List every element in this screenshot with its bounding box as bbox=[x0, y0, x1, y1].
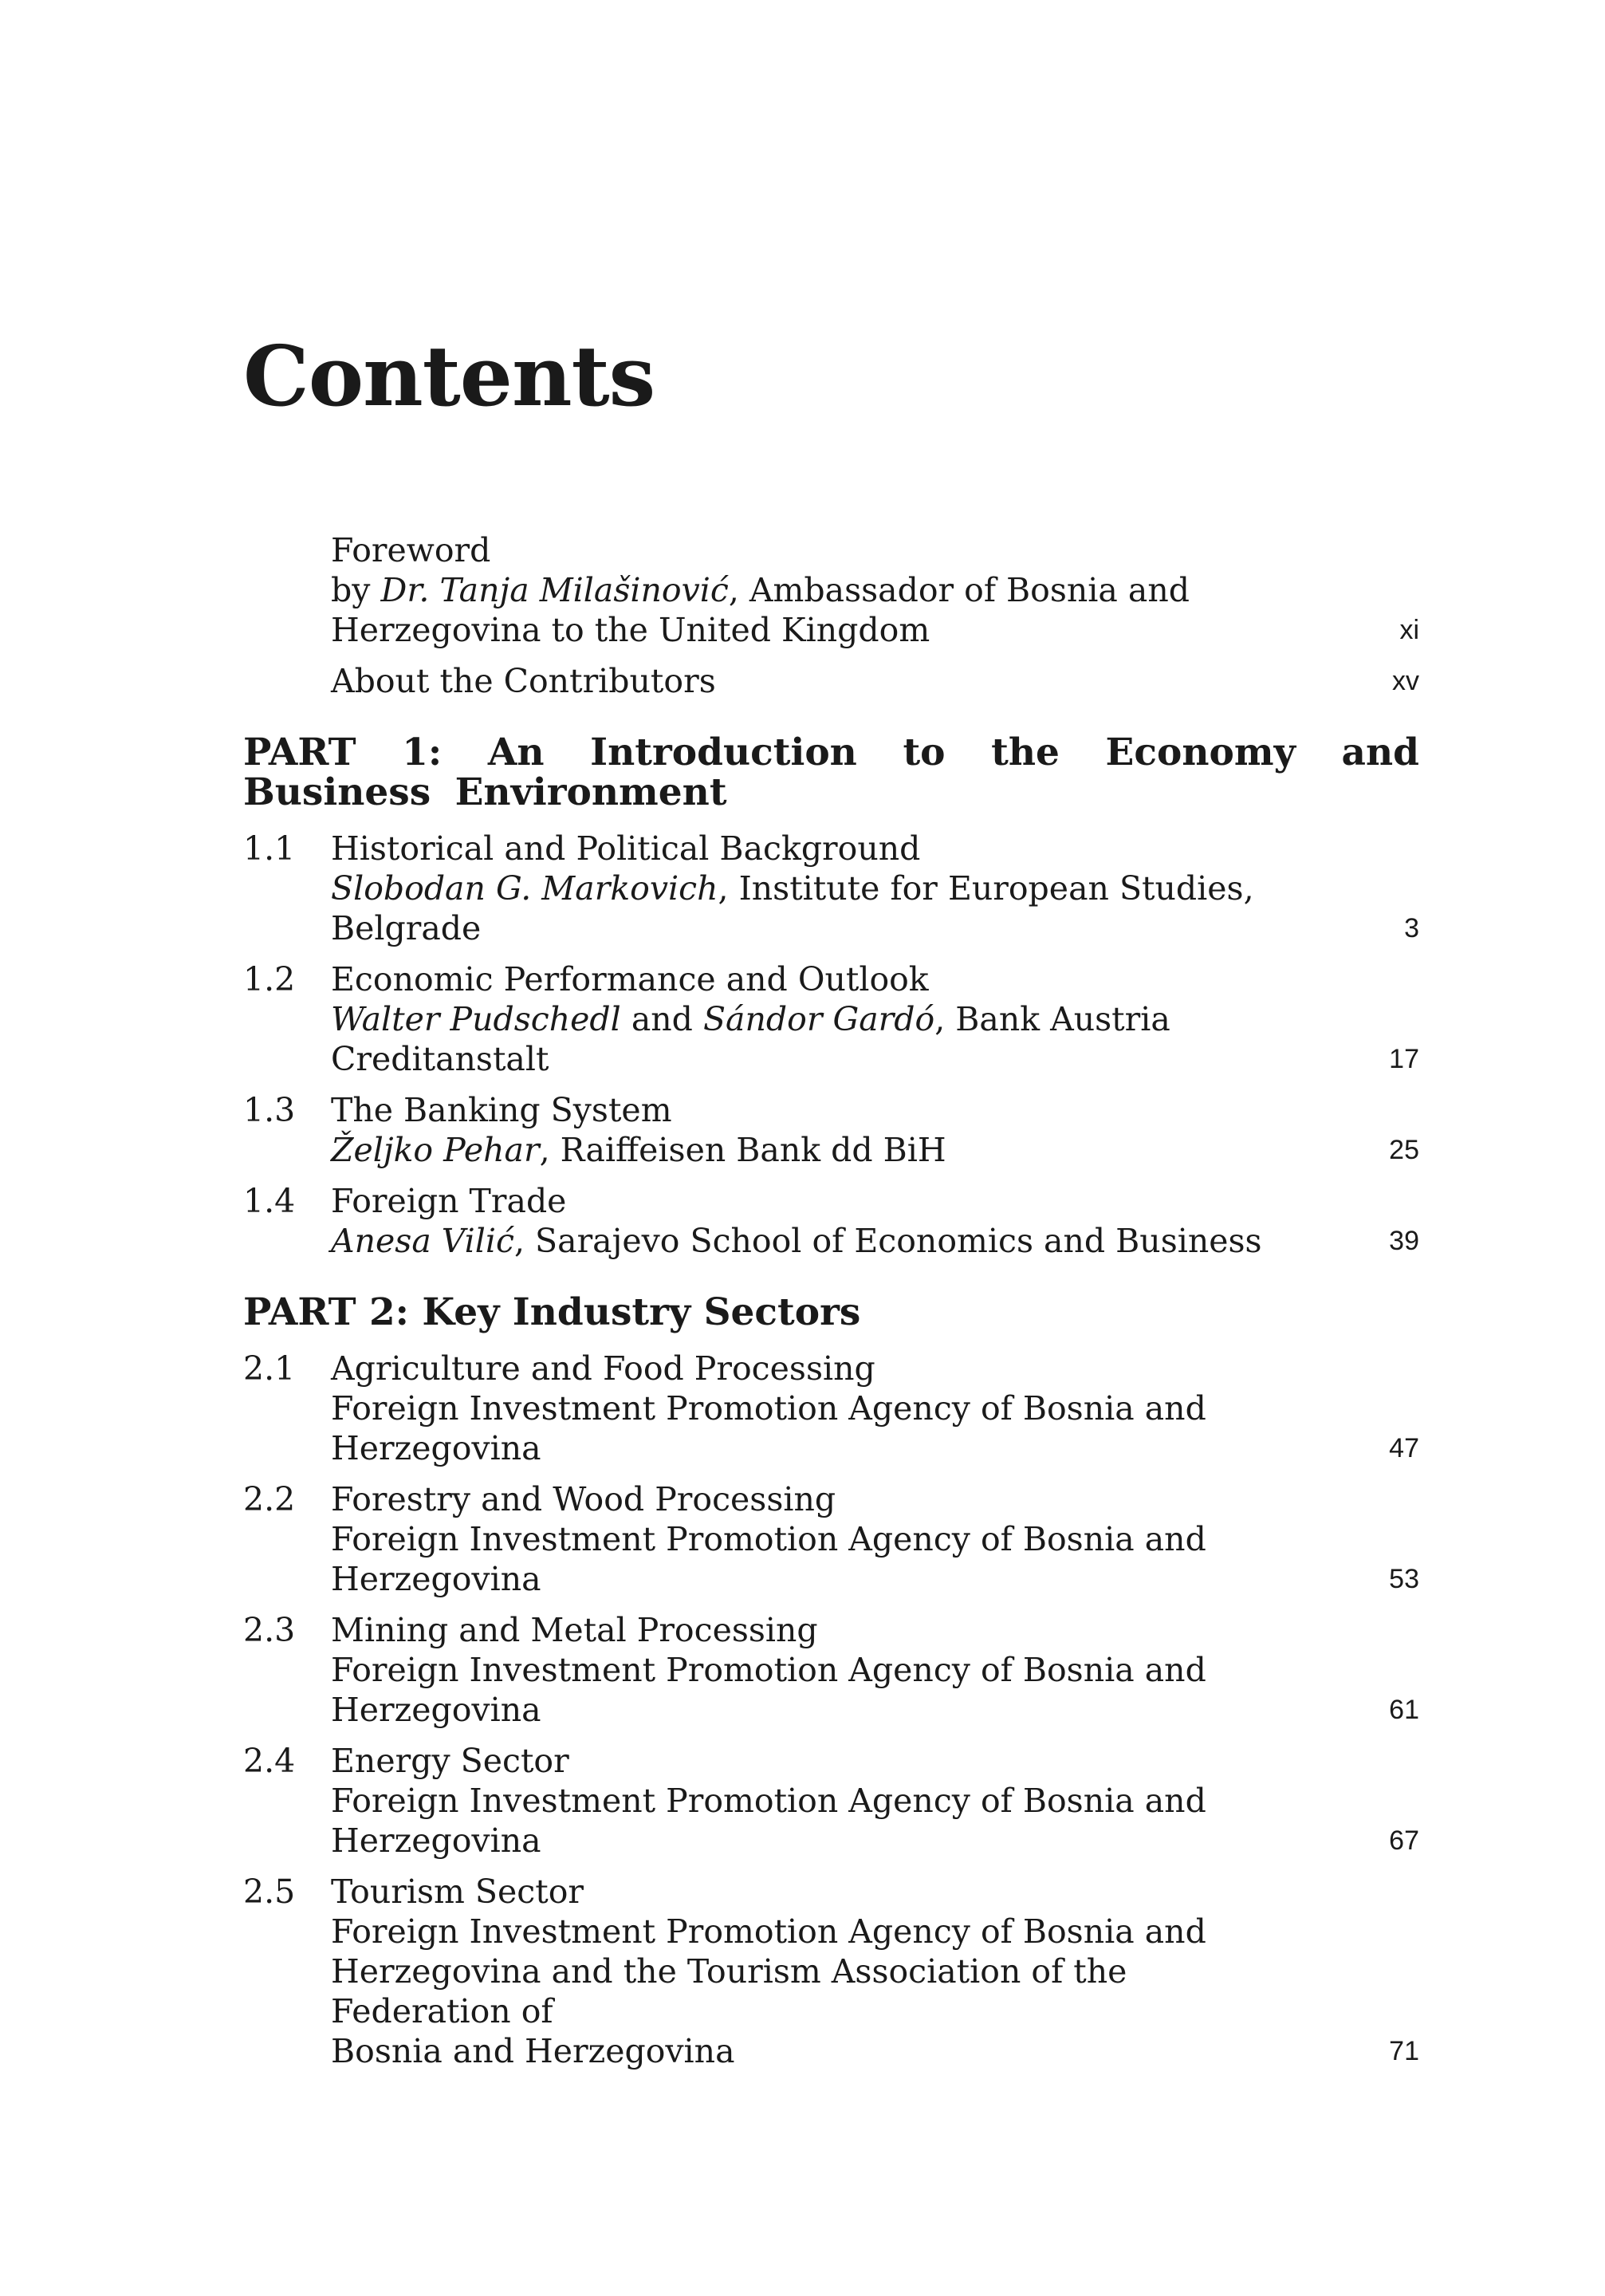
entry-byline: Walter Pudschedl and Sándor Gardó, Bank Austria bbox=[331, 1000, 1170, 1038]
toc-entry-1-4[interactable] bbox=[243, 1181, 1419, 1261]
page-number: 47 bbox=[1389, 1433, 1419, 1463]
chapter-number: 2.2 bbox=[243, 1480, 296, 1518]
page-number: 3 bbox=[1404, 913, 1419, 943]
page-number: 53 bbox=[1389, 1564, 1419, 1594]
chapter-number: 2.5 bbox=[243, 1873, 296, 1911]
entry-title: Energy Sector bbox=[331, 1742, 569, 1780]
chapter-number: 1.3 bbox=[243, 1091, 296, 1129]
chapter-number: 1.1 bbox=[243, 829, 296, 868]
entry-byline: Slobodan G. Markovich, Institute for European Studies, bbox=[331, 869, 1254, 908]
entry-byline-cont: Herzegovina to the United Kingdom bbox=[331, 611, 930, 649]
page-number: xi bbox=[1399, 615, 1419, 645]
table-of-contents bbox=[243, 530, 1419, 2082]
part-1-heading: PART 1: An Introduction to the Economy and Business Environment bbox=[243, 731, 1419, 814]
entry-title: About the Contributors bbox=[331, 662, 716, 700]
toc-entry-1-1[interactable] bbox=[243, 829, 1419, 948]
entry-title: The Banking System bbox=[331, 1091, 672, 1129]
author-name: Dr. Tanja Milašinović bbox=[380, 571, 729, 609]
entry-byline: Foreign Investment Promotion Agency of Bosnia and bbox=[331, 1651, 1206, 1689]
entry-byline-cont: Bosnia and Herzegovina bbox=[331, 2032, 735, 2070]
toc-entry-1-3[interactable] bbox=[243, 1090, 1419, 1170]
entry-title: Foreword bbox=[331, 531, 491, 569]
page-number: 71 bbox=[1389, 2036, 1419, 2066]
entry-byline-cont: Belgrade bbox=[331, 909, 482, 947]
toc-entry-2-1[interactable] bbox=[243, 1349, 1419, 1468]
page-title: Contents bbox=[243, 327, 655, 425]
entry-byline: Željko Pehar, Raiffeisen Bank dd BiH bbox=[331, 1131, 946, 1169]
page-number: 39 bbox=[1389, 1226, 1419, 1256]
toc-entry-foreword[interactable] bbox=[243, 530, 1419, 650]
entry-byline-cont: Herzegovina bbox=[331, 1560, 541, 1598]
author-name: Walter Pudschedl bbox=[331, 1000, 621, 1038]
author-name: Slobodan G. Markovich bbox=[331, 869, 718, 908]
entry-byline: by Dr. Tanja Milašinović, Ambassador of Bosnia and bbox=[331, 571, 1190, 609]
entry-byline-cont: Herzegovina and the Tourism Association of the Federation of bbox=[331, 1952, 1127, 2030]
author-name: Željko Pehar bbox=[331, 1131, 540, 1169]
entry-byline: Foreign Investment Promotion Agency of Bosnia and bbox=[331, 1782, 1206, 1820]
page-number: 25 bbox=[1389, 1135, 1419, 1165]
entry-byline-cont: Herzegovina bbox=[331, 1691, 541, 1729]
author-name: Anesa Vilić bbox=[331, 1222, 514, 1260]
toc-entry-2-5[interactable] bbox=[243, 1872, 1419, 2071]
entry-title: Historical and Political Background bbox=[331, 829, 921, 868]
toc-entry-2-4[interactable] bbox=[243, 1741, 1419, 1861]
toc-entry-1-2[interactable] bbox=[243, 959, 1419, 1079]
page-number: 17 bbox=[1389, 1044, 1419, 1074]
entry-title: Tourism Sector bbox=[331, 1873, 584, 1911]
entry-title: Agriculture and Food Processing bbox=[331, 1349, 875, 1388]
chapter-number: 2.3 bbox=[243, 1611, 296, 1649]
page-number: 67 bbox=[1389, 1825, 1419, 1856]
toc-entry-2-2[interactable] bbox=[243, 1479, 1419, 1599]
entry-byline: Anesa Vilić, Sarajevo School of Economics and Business bbox=[331, 1222, 1262, 1260]
entry-title: Foreign Trade bbox=[331, 1182, 567, 1220]
entry-byline: Foreign Investment Promotion Agency of Bosnia and bbox=[331, 1389, 1206, 1428]
entry-title: Economic Performance and Outlook bbox=[331, 960, 929, 998]
chapter-number: 2.4 bbox=[243, 1742, 296, 1780]
part-2-heading: PART 2: Key Industry Sectors bbox=[243, 1290, 861, 1334]
author-name: Sándor Gardó bbox=[702, 1000, 935, 1038]
page-number: 61 bbox=[1389, 1695, 1419, 1725]
entry-byline: Foreign Investment Promotion Agency of Bosnia and bbox=[331, 1912, 1206, 1951]
entry-byline-cont: Creditanstalt bbox=[331, 1040, 549, 1078]
page-number: xv bbox=[1392, 666, 1419, 696]
chapter-number: 1.2 bbox=[243, 960, 296, 998]
entry-byline: Foreign Investment Promotion Agency of Bosnia and bbox=[331, 1520, 1206, 1558]
toc-entry-2-3[interactable] bbox=[243, 1610, 1419, 1730]
entry-title: Mining and Metal Processing bbox=[331, 1611, 818, 1649]
chapter-number: 1.4 bbox=[243, 1182, 296, 1220]
entry-byline-cont: Herzegovina bbox=[331, 1429, 541, 1467]
entry-byline-cont: Herzegovina bbox=[331, 1821, 541, 1860]
entry-title: Forestry and Wood Processing bbox=[331, 1480, 836, 1518]
toc-entry-contributors[interactable] bbox=[243, 661, 1419, 701]
chapter-number: 2.1 bbox=[243, 1349, 296, 1388]
